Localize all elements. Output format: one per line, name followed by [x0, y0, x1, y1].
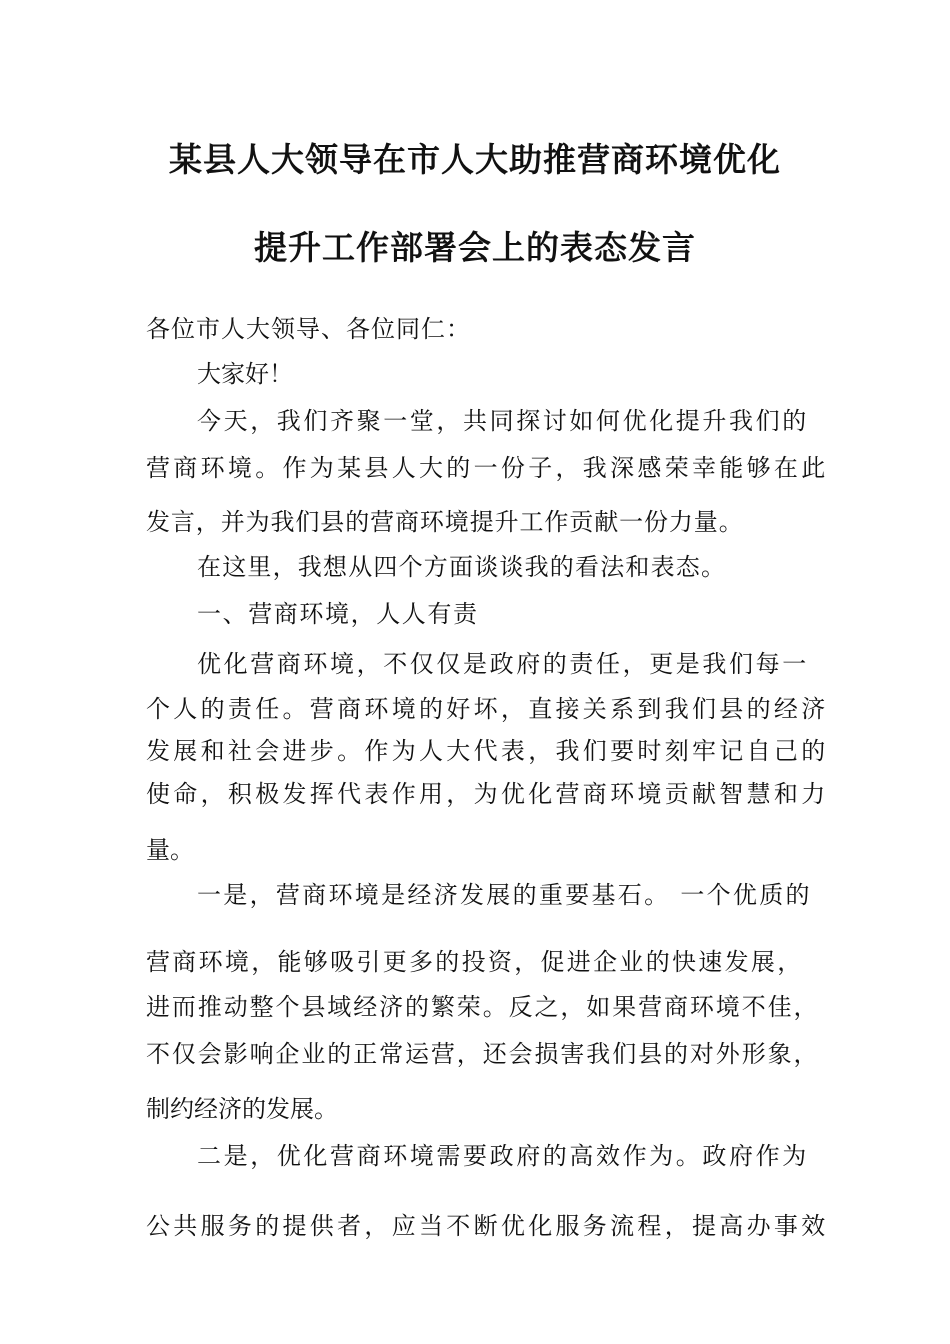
section-heading: 一、营商环境，人人有责	[197, 600, 479, 628]
title-line-1: 某县人大领导在市人大助推营商环境优化	[169, 140, 781, 179]
paragraph-line: 进而推动整个县域经济的繁荣。反之，如果营商环境不佳，	[146, 993, 820, 1021]
paragraph-line: 发言，并为我们县的营商环境提升工作贡献一份力量。	[146, 508, 744, 536]
paragraph-line: 使命，积极发挥代表作用，为优化营商环境贡献智慧和力	[146, 780, 829, 808]
salutation: 各位市人大领导、各位同仁：	[146, 315, 471, 343]
title-line-2: 提升工作部署会上的表态发言	[254, 228, 696, 267]
paragraph-line: 公共服务的提供者，应当不断优化服务流程，提高办事效	[146, 1212, 829, 1240]
paragraph-line: 量。	[146, 836, 194, 864]
paragraph-line: 个人的责任。营商环境的好坏，直接关系到我们县的经济	[146, 695, 829, 723]
paragraph-line: 今天，我们齐聚一堂，共同探讨如何优化提升我们的	[197, 407, 809, 435]
paragraph-line: 制约经济的发展。	[146, 1095, 338, 1123]
paragraph-line: 不仅会影响企业的正常运营，还会损害我们县的对外形象，	[146, 1040, 820, 1068]
paragraph-line: 营商环境，能够吸引更多的投资，促进企业的快速发展，	[146, 948, 804, 976]
paragraph-line: 二是，优化营商环境需要政府的高效作为。政府作为	[197, 1142, 809, 1170]
paragraph-line: 一是，营商环境是经济发展的重要基石。 一个优质的	[197, 881, 812, 909]
paragraph-line: 在这里，我想从四个方面谈谈我的看法和表态。	[197, 553, 727, 581]
paragraph-line: 发展和社会进步。作为人大代表，我们要时刻牢记自己的	[146, 737, 829, 765]
paragraph-line: 营商环境。作为某县人大的一份子，我深感荣幸能够在此	[146, 454, 829, 482]
greeting: 大家好！	[197, 360, 293, 388]
paragraph-line: 优化营商环境，不仅仅是政府的责任，更是我们每一	[197, 650, 809, 678]
